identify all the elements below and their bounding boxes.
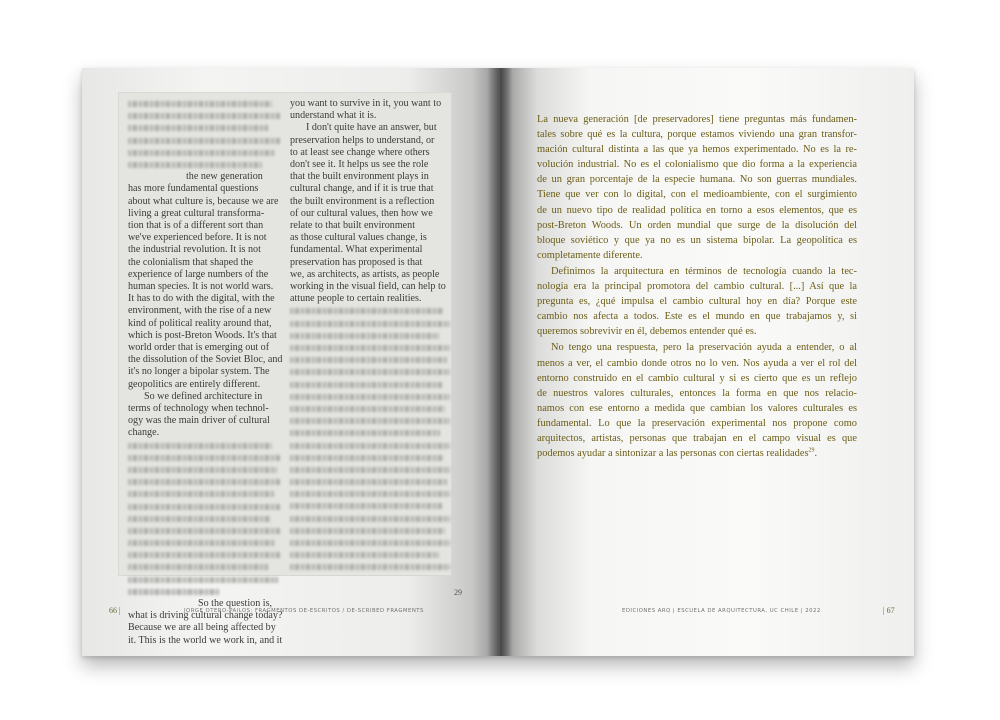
scan-text-line: we, as architects, as artists, as people (290, 268, 440, 280)
text-line: queremos sobrevivir en él, debemos entender qué es. (537, 326, 757, 338)
redacted-line (290, 318, 450, 330)
text-line: arquitectos, artistas, personas que trabajan en el campo visual es que (537, 432, 857, 444)
redacted-line (128, 574, 280, 586)
redacted-line (290, 452, 450, 464)
redacted-line (128, 549, 280, 561)
redacted-line (290, 354, 450, 366)
scan-text-line: I don't quite have an answer, but (306, 122, 437, 134)
paragraph (537, 264, 857, 339)
redacted-line (290, 427, 450, 439)
open-book (82, 68, 914, 656)
text-line: post-Breton Woods. Un orden mundial que surge de la disolución del (537, 219, 857, 231)
redacted-line (128, 159, 280, 171)
scan-text-line: world order that is emerging out of (128, 341, 270, 353)
scan-text-line: as those cultural values change, is (290, 232, 427, 244)
redacted-line (290, 415, 450, 427)
scan-text-line: it. This is the world we work in, and it (128, 634, 283, 646)
text-line: de nuestros valores culturales, entonces la forma en que nos relacio- (537, 387, 857, 399)
scan-text-line: we've experienced before. It is not (128, 232, 267, 244)
text-line: volución industrial. No es el colonialismo que dio forma a la experiencia (537, 159, 857, 171)
scan-text-line: cultural change, and if it is true that (290, 183, 434, 195)
scan-text-line: So we defined architecture in (144, 390, 263, 402)
scan-text-line: understand what it is. (290, 110, 377, 122)
redacted-line (128, 135, 280, 147)
redacted-line (290, 330, 450, 342)
redacted-line (128, 98, 280, 110)
redacted-line (128, 476, 280, 488)
text-line: fundamental. Lo que la preservación experimental nos propone como (537, 417, 857, 429)
text-line: entorno construido en el cambio cultural y si es cierto que es un reflejo (537, 372, 857, 384)
redacted-line (128, 122, 280, 134)
paragraph (537, 112, 857, 263)
text-line: Definimos la arquitectura en términos de tecnología cuando la tec- (551, 265, 857, 277)
body-text (537, 112, 857, 461)
redacted-line (290, 525, 450, 537)
scan-text-line: Because we are all being affected by (128, 622, 276, 634)
scan-text-line: kind of political reality around that, (128, 317, 272, 329)
scan-text-line: what is driving cultural change today? (128, 610, 283, 622)
text-line: pregunta es, ¿qué impulsa el cambio cultural hoy en día? Porque este (537, 296, 857, 308)
scan-text-line: about what culture is, because we are (128, 195, 279, 207)
text-line: completamente diferente. (537, 249, 643, 261)
right-page-number: | 67 (883, 606, 895, 615)
redacted-line (290, 305, 450, 317)
redacted-line (290, 440, 450, 452)
redacted-line (128, 537, 280, 549)
redacted-line (128, 452, 280, 464)
redacted-line (290, 342, 450, 354)
scan-text-line: So the question is, (198, 598, 273, 610)
scan-text-line: tion that is of a different sort than (128, 219, 264, 231)
scan-text-line: the colonialism that shaped the (128, 256, 254, 268)
redacted-line (290, 476, 450, 488)
footnote-reference[interactable]: 29 (808, 447, 815, 454)
book-gutter-shadow (487, 68, 513, 656)
left-page (82, 68, 500, 656)
scan-text-line: working in the visual field, can help to (290, 281, 446, 293)
redacted-line (290, 391, 450, 403)
scan-left-column (128, 98, 283, 647)
scan-text-line: has more fundamental questions (128, 183, 259, 195)
scan-text-line: human species. It is not world wars. (128, 280, 274, 292)
scan-right-column (290, 98, 450, 574)
redacted-line (128, 525, 280, 537)
redacted-line (290, 549, 450, 561)
redacted-line (290, 488, 450, 500)
scan-text-line: to at least see change where others (290, 146, 430, 158)
scan-text-line: living a great cultural transforma- (128, 207, 265, 219)
left-running-head: JORGE OTERO-PAILOS: FRAGMENTOS DE-ESCRITOS / DE-SCRIBED FRAGMENTS (184, 608, 424, 614)
scan-text-line: geopolitics are entirely different. (128, 378, 261, 390)
left-page-number: 66 | (109, 606, 121, 615)
scan-text-line: terms of technology when technol- (128, 402, 269, 414)
scan-text-line: experience of large numbers of the (128, 268, 269, 280)
text-line: de un gran porcentaje de la especie humana. No son guerras mundiales. (537, 174, 857, 186)
scan-text-line: which is post-Breton Woods. It's that (128, 329, 277, 341)
text-line: cambio nos afecta a todos. Este es el mundo en que trabajamos y, si (537, 311, 857, 323)
scan-text-line: preservation helps to understand, or (290, 134, 435, 146)
scan-text-line: change. (128, 427, 160, 439)
scan-text-line: ogy was the main driver of cultural (128, 415, 270, 427)
scan-text-line: relate to that built environment (290, 220, 416, 232)
text-line: La nueva generación [de preservadores] tiene preguntas más fundamen- (537, 114, 857, 125)
redacted-line (128, 110, 280, 122)
scan-text-line: the built environment is a reflection (290, 195, 435, 207)
scan-text-line: environment, with the rise of a new (128, 305, 272, 317)
scan-text-line: attune people to certain realities. (290, 293, 422, 305)
redacted-line (128, 488, 280, 500)
redacted-line (128, 501, 280, 513)
scan-text-line: of our cultural values, then how we (290, 207, 433, 219)
redacted-line (128, 513, 280, 525)
redacted-line (128, 586, 280, 598)
scan-text-line: the new generation (186, 171, 263, 183)
redacted-line (128, 440, 280, 452)
scan-text-line: that the built environment plays in (290, 171, 429, 183)
scan-text-line: you want to survive in it, you want to (290, 98, 442, 109)
redacted-line (290, 403, 450, 415)
right-running-head: EDICIONES ARQ | ESCUELA DE ARQUITECTURA, UC CHILE | 2022 (622, 608, 821, 614)
redacted-line (290, 561, 450, 573)
redacted-line (128, 561, 280, 573)
scan-text-line: the dissolution of the Soviet Bloc, and (128, 354, 283, 366)
text-line: Tiene que ver con lo digital, con el medioambiente, con el surgimiento (537, 189, 857, 201)
redacted-line (290, 513, 450, 525)
text-line: podemos ayudar a sintonizar a las personas con ciertas realidades$^{29}$. (537, 447, 818, 460)
text-line: bloque soviético y que ya no es un sistema bipolar. La geopolítica es (537, 234, 857, 246)
text-line: namos con ese entorno a medida que cambian los valores culturales es (537, 402, 857, 414)
scan-text-line: it's no longer a bipolar system. The (128, 366, 270, 378)
redacted-line (128, 464, 280, 476)
text-line: tales sobre qué es la cultura, porque estamos viviendo una gran transfor- (537, 129, 857, 141)
scan-text-line: fundamental. What experimental (290, 244, 423, 256)
text-line: No tengo una respuesta, pero la preservación ayuda a entender, o al (551, 342, 857, 354)
text-line: de un nuevo tipo de realidad política en torno a esos elementos, que es (537, 204, 857, 216)
redacted-line (290, 500, 450, 512)
scan-text-line: preservation has proposed is that (290, 256, 423, 268)
redacted-line (290, 537, 450, 549)
text-line: nología era la principal promotora del cambio cultural. [...] Así que la (537, 281, 857, 293)
scan-text-line: don't see it. It helps us see the role (290, 159, 429, 171)
paragraph (537, 340, 857, 461)
text-line: mación cultural distinta a las que ya hemos experimentado. No es la re- (537, 144, 857, 156)
redacted-line (128, 147, 280, 159)
scan-text-line: It has to do with the digital, with the (128, 293, 275, 305)
redacted-line (290, 379, 450, 391)
scan-page-number: 29 (454, 588, 462, 597)
redacted-line (290, 464, 450, 476)
text-line: menos a ver, el cambio donde otros no lo ven. Nos ayuda a ver el rol del (537, 357, 857, 369)
right-page (500, 68, 914, 656)
redacted-line (290, 366, 450, 378)
scan-text-line: the industrial revolution. It is not (128, 244, 261, 256)
